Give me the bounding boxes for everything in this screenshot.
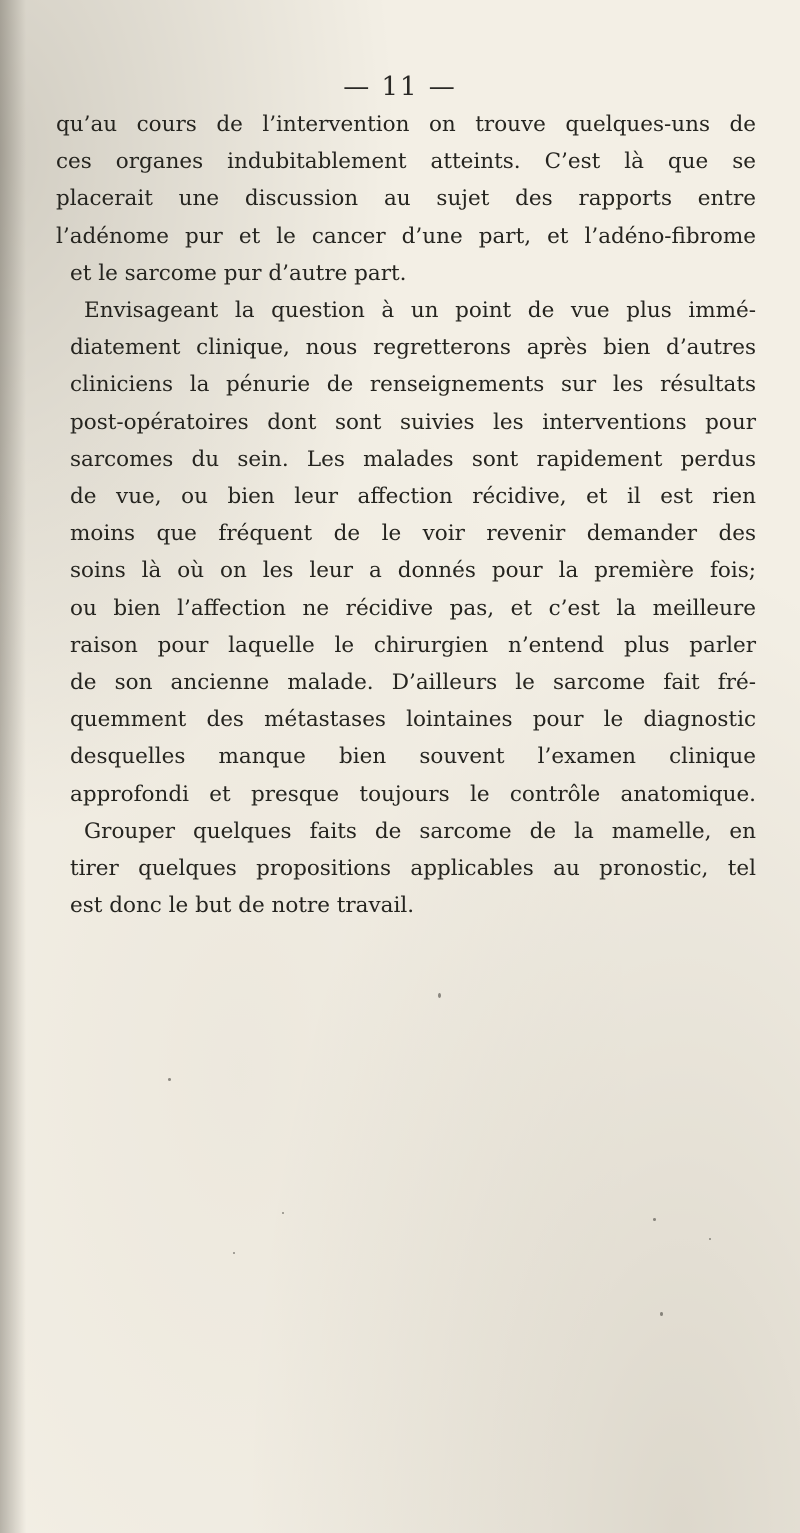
text-line: placerait une discussion au sujet des rapports entre xyxy=(56,186,756,212)
text-line: sarcomes du sein. Les malades sont rapidement perdus xyxy=(70,446,756,472)
paragraph-start-line: Envisageant la question à un point de vue plus immé- xyxy=(84,298,756,324)
text-line: diatement clinique, nous regretterons après bien d’autres xyxy=(70,335,756,361)
text-line: tirer quelques propositions applicables au pronostic, tel xyxy=(70,856,756,882)
text-line: raison pour laquelle le chirurgien n’entend plus parler xyxy=(70,632,756,658)
text-line: cliniciens la pénurie de renseignements sur les résultats xyxy=(70,372,756,398)
page-number: — 11 — xyxy=(343,72,457,102)
paragraph-start-line: Grouper quelques faits de sarcome de la mamelle, en xyxy=(84,818,756,844)
paper-speck xyxy=(233,1252,235,1254)
text-line: est donc le but de notre travail. xyxy=(70,893,415,919)
text-line: l’adénome pur et le cancer d’une part, et l’adéno-fibrome xyxy=(56,223,756,249)
text-line: ou bien l’affection ne récidive pas, et c’est la meilleure xyxy=(70,595,756,621)
body-text xyxy=(56,106,756,924)
text-line: ces organes indubitablement atteints. C’est là que se xyxy=(56,149,756,175)
text-line: et le sarcome pur d’autre part. xyxy=(70,260,407,286)
text-line: approfondi et presque toujours le contrôle anatomique. xyxy=(70,781,756,807)
paper-speck xyxy=(168,1078,171,1081)
text-line: de vue, ou bien leur affection récidive, et il est rien xyxy=(70,484,756,510)
paper-speck xyxy=(660,1312,663,1316)
text-line: quemment des métastases lointaines pour le diagnostic xyxy=(70,707,756,733)
paper-speck xyxy=(653,1218,656,1221)
text-line: de son ancienne malade. D’ailleurs le sarcome fait fré- xyxy=(70,670,756,696)
page-edge-shadow xyxy=(0,0,26,1533)
text-line: desquelles manque bien souvent l’examen clinique xyxy=(70,744,756,770)
paper-speck xyxy=(438,993,441,998)
text-line: moins que fréquent de le voir revenir demander des xyxy=(70,521,756,547)
paper-speck xyxy=(709,1238,711,1240)
paper-speck xyxy=(282,1212,284,1214)
text-line: post-opératoires dont sont suivies les interventions pour xyxy=(70,409,756,435)
text-line: qu’au cours de l’intervention on trouve quelques-uns de xyxy=(56,112,756,137)
text-line: soins là où on les leur a donnés pour la première fois; xyxy=(70,558,756,584)
